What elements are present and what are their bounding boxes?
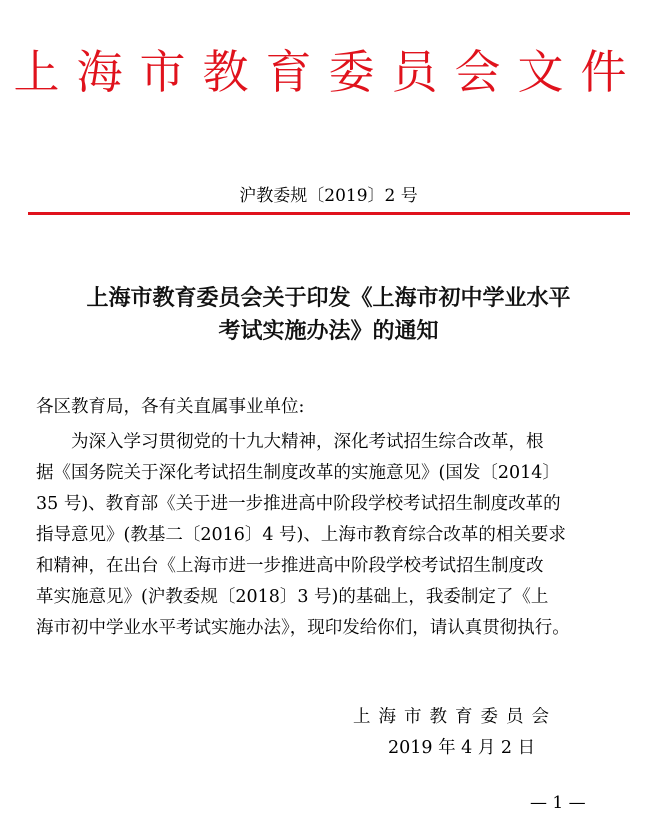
red-divider-line bbox=[28, 212, 630, 215]
salutation: 各区教育局，各有关直属事业单位: bbox=[36, 397, 305, 417]
masthead-title: 上海市教育委员会文件 bbox=[13, 45, 644, 99]
body-line-1: 为深入学习贯彻党的十九大精神，深化考试招生综合改革，根 bbox=[71, 432, 544, 452]
body-line-6: 革实施意见》(沪教委规〔2018〕3 号)的基础上，我委制定了《上 bbox=[36, 587, 549, 607]
body-line-5: 和精神，在出台《上海市进一步推进高中阶段学校考试招生制度改 bbox=[36, 556, 544, 576]
issuing-authority: 上海市教育委员会 bbox=[353, 707, 557, 727]
notice-title bbox=[0, 282, 657, 348]
notice-title-line-1: 上海市教育委员会关于印发《上海市初中学业水平 bbox=[86, 286, 571, 311]
body-line-3: 35 号)、教育部《关于进一步推进高中阶段学校考试招生制度改革的 bbox=[36, 494, 561, 514]
body-line-2: 据《国务院关于深化考试招生制度改革的实施意见》(国发〔2014〕 bbox=[36, 463, 560, 483]
body-line-7: 海市初中学业水平考试实施办法》，现印发给你们，请认真贯彻执行。 bbox=[36, 618, 570, 638]
notice-title-line-2: 考试实施办法》的通知 bbox=[218, 319, 439, 344]
body-line-4: 指导意见》(教基二〔2016〕4 号)、上海市教育综合改革的相关要求 bbox=[36, 525, 566, 545]
page-number: — 1 — bbox=[530, 793, 586, 813]
document-number: 沪教委规〔2019〕2 号 bbox=[239, 186, 418, 206]
issue-date: 2019 年 4 月 2 日 bbox=[388, 738, 536, 758]
